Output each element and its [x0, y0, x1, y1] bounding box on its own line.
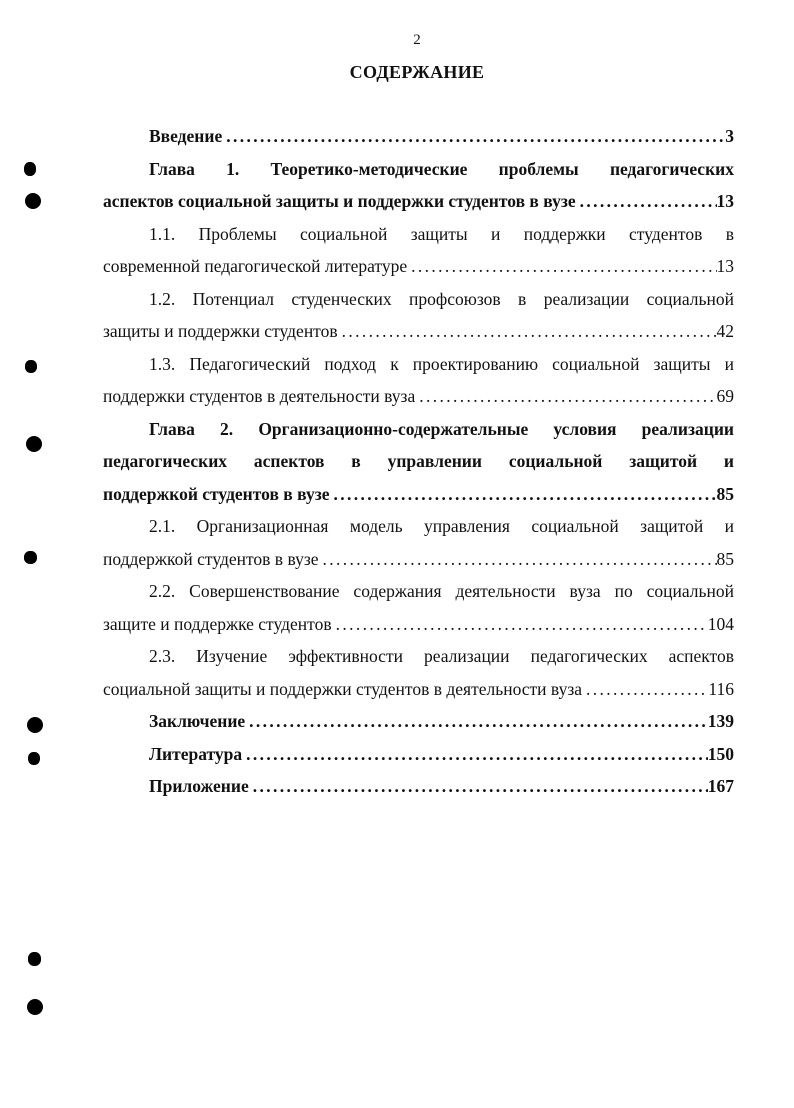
toc-label-line: современной педагогической литературе — [103, 256, 408, 276]
toc-entry-chapter-1 — [103, 153, 734, 218]
toc-entry-section-1-3 — [103, 348, 734, 413]
punch-hole-mark — [25, 193, 41, 209]
toc-entry-chapter-2 — [103, 413, 734, 511]
toc-label-line: 1.3. Педагогический подход к проектированию социальной защиты и — [149, 353, 734, 374]
toc-label-line: 1.1. Проблемы социальной защиты и поддержки студентов в — [149, 223, 734, 244]
punch-hole-mark — [25, 360, 37, 373]
toc-entry-section-1-2 — [103, 283, 734, 348]
toc-entry-section-2-3 — [103, 640, 734, 705]
toc-label-line: Глава 2. Организационно-содержательные условия реализации — [149, 418, 734, 439]
toc-label-line: 2.3. Изучение эффективности реализации педагогических аспектов — [149, 646, 734, 666]
toc-page: 13 — [716, 256, 734, 276]
leader-dots — [242, 738, 708, 771]
toc-page: 13 — [716, 191, 734, 211]
punch-hole-mark — [26, 436, 42, 452]
toc-page: 116 — [708, 678, 734, 699]
toc-label: Приложение — [149, 776, 249, 796]
leader-dots — [222, 120, 725, 153]
leader-dots — [407, 250, 716, 283]
toc-page: 104 — [707, 613, 734, 634]
toc-page: 139 — [707, 711, 734, 731]
toc-entry-literature — [103, 738, 734, 771]
leader-dots — [415, 380, 716, 413]
leader-dots — [249, 770, 708, 803]
toc-label-line: защите и поддержке студентов — [103, 613, 332, 634]
toc-label-line: аспектов социальной защиты и поддержки студентов в вузе — [103, 191, 576, 211]
toc-page: 3 — [725, 126, 734, 146]
toc-label: Заключение — [149, 711, 246, 731]
leader-dots — [576, 185, 717, 218]
toc-page: 150 — [707, 743, 734, 764]
punch-hole-mark — [27, 717, 43, 733]
toc-label-line: защиты и поддержки студентов — [103, 321, 338, 341]
table-of-contents — [103, 120, 734, 803]
toc-page: 85 — [716, 548, 734, 569]
punch-hole-mark — [27, 999, 43, 1015]
toc-label: Литература — [149, 743, 243, 764]
punch-hole-mark — [28, 952, 41, 966]
toc-page: 85 — [716, 483, 734, 504]
toc-label-line: поддержки студентов в деятельности вуза — [103, 386, 416, 406]
toc-label-line: поддержкой студентов в вузе — [103, 483, 330, 504]
punch-hole-mark — [24, 551, 37, 564]
punch-hole-mark — [28, 752, 40, 765]
toc-entry-appendix — [103, 770, 734, 803]
toc-label-line: педагогических аспектов в управлении социальной защитой и — [103, 451, 734, 471]
toc-entry-section-2-2 — [103, 575, 734, 640]
leader-dots — [582, 673, 708, 706]
toc-entry-conclusion — [103, 705, 734, 738]
punch-hole-mark — [24, 162, 36, 176]
toc-label: Введение — [149, 126, 223, 146]
toc-page: 42 — [716, 321, 734, 341]
toc-entry-section-2-1 — [103, 510, 734, 575]
leader-dots — [319, 543, 717, 576]
toc-entry-section-1-1 — [103, 218, 734, 283]
toc-label-line: 1.2. Потенциал студенческих профсоюзов в реализации социальной — [149, 288, 734, 309]
page-number: 2 — [413, 32, 421, 48]
toc-entry-intro — [103, 120, 734, 153]
toc-page: 69 — [716, 386, 734, 406]
toc-page: 167 — [707, 776, 734, 796]
leader-dots — [330, 478, 717, 511]
toc-label-line: поддержкой студентов в вузе — [103, 548, 319, 569]
page-title: СОДЕРЖАНИЕ — [349, 62, 485, 82]
toc-label-line: Глава 1. Теоретико-методические проблемы педагогических — [149, 158, 734, 179]
toc-label-line: социальной защиты и поддержки студентов в деятельности вуза — [103, 678, 583, 699]
leader-dots — [332, 608, 708, 641]
leader-dots — [338, 315, 717, 348]
toc-label-line: 2.2. Совершенствование содержания деятельности вуза по социальной — [149, 581, 734, 601]
toc-label-line: 2.1. Организационная модель управления социальной защитой и — [149, 516, 734, 536]
leader-dots — [245, 705, 708, 738]
